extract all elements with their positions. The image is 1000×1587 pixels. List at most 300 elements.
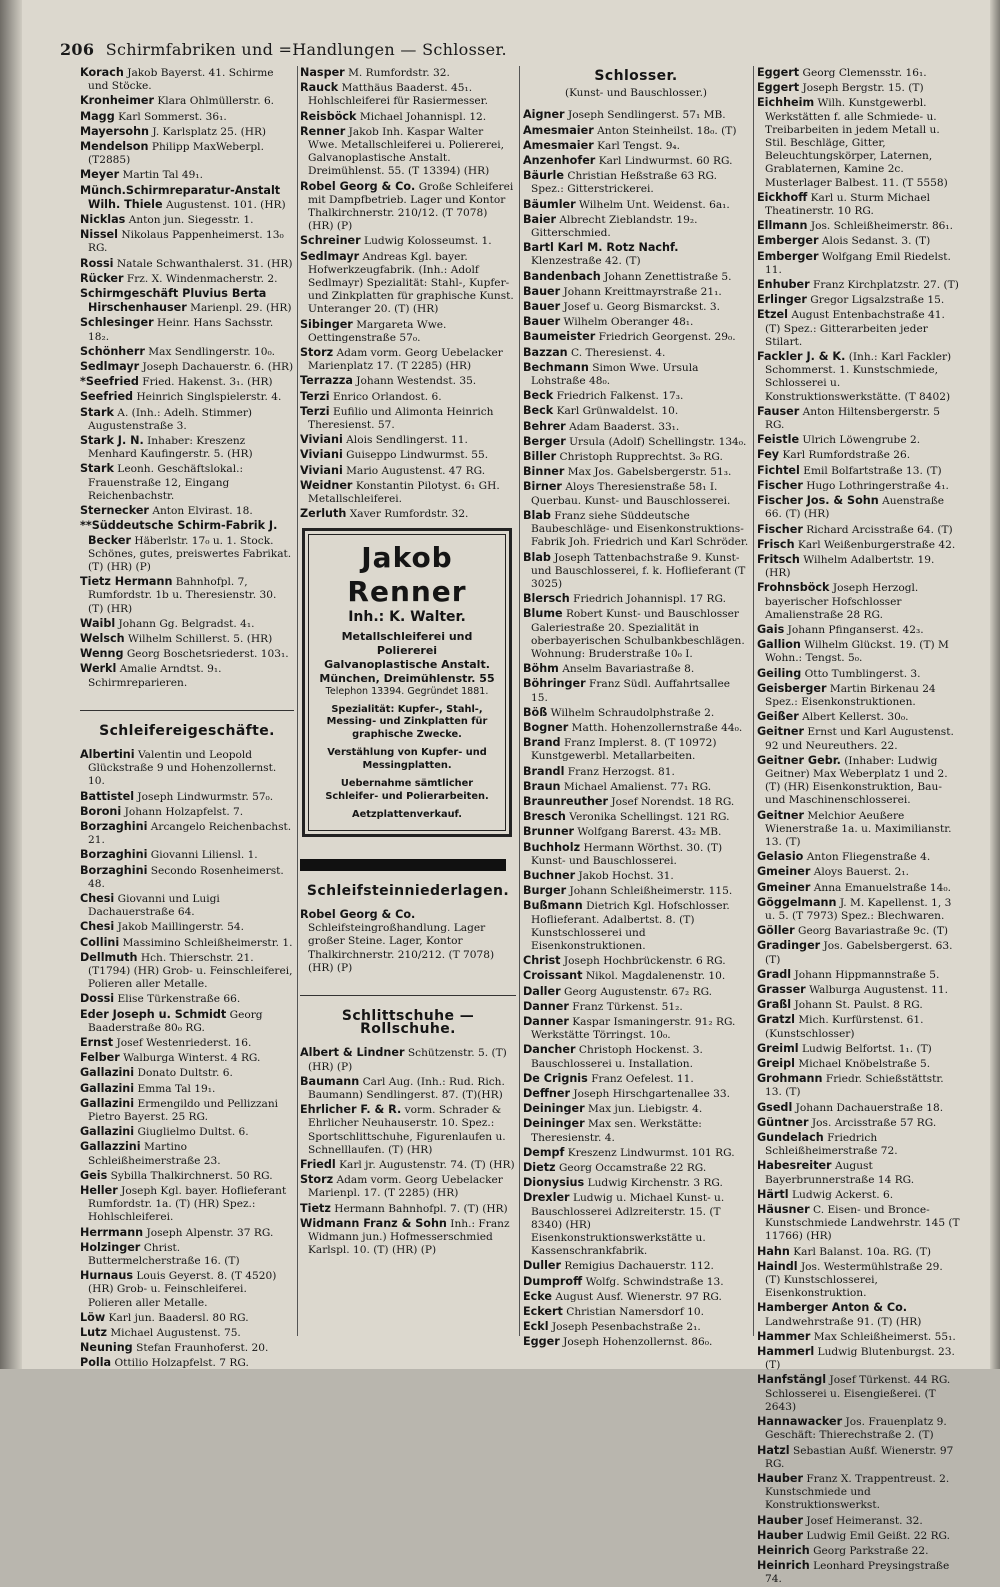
list-item	[80, 1241, 294, 1268]
entry-name: Hanfstängl	[757, 1373, 827, 1387]
entry-name: Danner	[523, 999, 569, 1013]
entry-details: Anton Elvirast. 18.	[152, 505, 253, 518]
list-item	[80, 316, 294, 343]
list-item	[757, 538, 961, 552]
entry-details: Klenzestraße 42. (T)	[531, 255, 641, 268]
list-item	[80, 504, 294, 518]
entry-name: Bäumler	[523, 197, 576, 211]
list-item	[80, 632, 294, 646]
entry-details: Ursula (Adolf) Schellingstr. 134₀.	[569, 435, 747, 448]
entry-details: Philipp MaxWeberpl.(T2885)	[88, 141, 264, 167]
entry-name: Deininger	[523, 1102, 585, 1116]
entry-name: Brunner	[523, 825, 575, 839]
list-item	[757, 998, 961, 1012]
list-item	[757, 1072, 961, 1099]
list-item	[757, 682, 961, 709]
entry-name: Gundelach	[757, 1131, 824, 1145]
entry-details: Wilhelm Oberanger 48₁.	[563, 316, 694, 329]
entry-name: Geiling	[757, 666, 802, 680]
entry-name: Dempf	[523, 1145, 565, 1159]
entry-details: Sebastian Außf. Wienerstr. 97 RG.	[765, 1444, 954, 1470]
entry-name: Gais	[757, 622, 785, 636]
entry-name: Buchholz	[523, 840, 581, 854]
entry-name: Friedl	[300, 1157, 336, 1171]
entry-name: Christ	[523, 954, 561, 968]
entry-details: Leonhard Preysingstraße 74.	[765, 1560, 950, 1586]
entry-name: Ehrlicher F. & R.	[300, 1103, 402, 1117]
list-item	[757, 1415, 961, 1442]
list-item	[523, 795, 749, 809]
list-item	[757, 939, 961, 966]
entry-name: Bäurle	[523, 169, 564, 183]
list-item	[80, 1036, 294, 1050]
list-item	[300, 346, 516, 373]
entry-details: Martino Schleißheimerstraße 23.	[88, 1141, 221, 1167]
list-item	[80, 575, 294, 616]
entry-name: Göggelmann	[757, 895, 837, 909]
entry-name: Heinrich	[757, 1559, 810, 1573]
entry-details: Secondo Rosenheimerst. 48.	[88, 864, 284, 890]
entry-name: Zerluth	[300, 507, 347, 521]
list-item	[757, 1101, 961, 1115]
entry-details: Wolfgang Emil Riedelst. 11.	[765, 250, 951, 276]
list-item	[523, 899, 749, 953]
list-item	[523, 361, 749, 388]
black-divider-bar	[300, 859, 506, 871]
entry-details: Georg Baaderstraße 80₀ RG.	[88, 1008, 263, 1034]
list-item	[80, 462, 294, 503]
list-item	[757, 1330, 961, 1344]
entry-name: Geisberger	[757, 681, 827, 695]
ad-phone: Telephon 13394. Gegründet 1881.	[325, 685, 489, 697]
entry-details: Andreas Kgl. bayer. Hofwerkzeugfabrik. (Inh.: Adolf Sedlmayr) Spezialität: Stahl-, Kupfer- und Zinkplatten für graphische Kunst. Unteranger 20. (T) (HR)	[308, 250, 514, 316]
list-item	[523, 677, 749, 704]
list-item	[523, 346, 749, 360]
entry-name: Ecke	[523, 1289, 553, 1303]
entry-details: Marienpl. 29. (HR)	[190, 302, 292, 315]
entry-name: Albert & Lindner	[300, 1046, 405, 1060]
entry-details: Karl jun. Baadersl. 80 RG.	[108, 1311, 249, 1324]
list-item	[523, 1000, 749, 1014]
entry-name: Albertini	[80, 747, 135, 761]
entry-details: Joseph Dachauerstr. 6. (HR)	[142, 361, 294, 374]
list-item	[523, 124, 749, 138]
list-item	[80, 647, 294, 661]
entry-name: Stark	[80, 405, 114, 419]
list-item	[523, 662, 749, 676]
entry-name: Heinrich	[757, 1543, 810, 1557]
entry-details: Eufilio und Alimonta Heinrich Theresienst. 57.	[308, 405, 494, 432]
list-item	[523, 1290, 749, 1304]
entry-name: Feistle	[757, 433, 800, 447]
list-item	[523, 139, 749, 153]
list-item	[80, 1269, 294, 1310]
list-item	[300, 1103, 516, 1157]
entry-name: Nasper	[300, 66, 345, 79]
list-item	[80, 805, 294, 819]
entry-name: Geißer	[757, 710, 799, 724]
entry-details: Jakob Bayerst. 41. Schirme und Stöcke.	[88, 67, 274, 93]
list-item	[757, 581, 961, 622]
entry-name: Gallion	[757, 638, 801, 652]
entry-details: (Inhaber: Ludwig Geitner) Max Weberplatz 1 und 2. (T) (HR) Eisenkonstruktion, Bau- und Maschinenschlosserei.	[765, 754, 948, 807]
entry-details: Anselm Bavariastraße 8.	[562, 663, 695, 676]
list-item	[757, 308, 961, 349]
entry-name: Eckert	[523, 1305, 563, 1319]
list-item	[523, 465, 749, 479]
entry-details: Wilhelm Glückst. 19. (T) M Wohn.: Tengst. 5₀.	[765, 639, 949, 665]
list-item	[757, 1203, 961, 1244]
entry-details: Johann Dachauerstraße 18.	[795, 1101, 944, 1114]
entry-details: M. Rumfordstr. 32.	[348, 67, 450, 79]
entry-name: Frohnsböck	[757, 581, 830, 595]
entry-name: Chesi	[80, 891, 115, 905]
entry-list	[300, 66, 516, 522]
entry-details: Matth. Hohenzollernstraße 44₀.	[571, 721, 743, 734]
entry-details: Johann Gg. Belgradst. 4₁.	[118, 617, 255, 630]
list-item	[757, 81, 961, 95]
entry-name: Hatzl	[757, 1443, 790, 1457]
page-title: Schirmfabriken und =Handlungen — Schlosser.	[105, 40, 507, 59]
entry-details: Große Schleiferei mit Dampfbetrieb. Lager und Kontor Thalkirchnerstr. 210/12. (T 7078) (HR) (P)	[308, 180, 514, 233]
entry-name: Battistel	[80, 789, 135, 803]
entry-name: Fackler J. & K.	[757, 350, 846, 364]
entry-details: Jos. Arcisstraße 57 RG.	[811, 1116, 937, 1129]
entry-details: Michael Augustenst. 75.	[110, 1327, 241, 1340]
entry-details: Adam vorm. Georg Uebelacker Marienplatz 17. (T 2285) (HR)	[308, 347, 503, 373]
entry-details: Joseph Alpenstr. 37 RG.	[146, 1226, 274, 1239]
list-item	[80, 345, 294, 359]
entry-name: Eichheim	[757, 96, 815, 110]
entry-name: Emberger	[757, 234, 819, 248]
entry-name: Beck	[523, 404, 554, 418]
entry-details: Josef Norendst. 18 RG.	[611, 795, 735, 808]
list-item	[80, 1226, 294, 1240]
entry-name: Baumann	[300, 1074, 360, 1088]
entry-name: Fischer	[757, 522, 803, 536]
page-edge	[990, 0, 1000, 1369]
entry-details: Carl Aug. (Inh.: Rud. Rich. Baumann) Sendlingerst. 87. (T)(HR)	[308, 1075, 505, 1101]
entry-details: Friedrich Johannispl. 17 RG.	[573, 593, 726, 606]
list-item	[80, 390, 294, 404]
entry-details: Remigius Dachauerstr. 112.	[564, 1260, 714, 1273]
entry-details: Johann St. Paulst. 8 RG.	[794, 999, 923, 1012]
list-item	[757, 1472, 961, 1513]
entry-name: Amesmaier	[523, 138, 594, 152]
list-item	[523, 213, 749, 240]
list-item	[80, 748, 294, 789]
list-item	[523, 985, 749, 999]
list-item	[80, 920, 294, 934]
list-item	[523, 969, 749, 983]
entry-details: Melchior Aeußere Wienerstraße 1a. u. Maximilianstr. 13. (T)	[765, 809, 952, 848]
entry-name: Hammer	[757, 1329, 811, 1343]
entry-name: Neuning	[80, 1341, 133, 1355]
list-item	[300, 433, 516, 447]
list-item	[757, 219, 961, 233]
list-item	[80, 66, 294, 93]
entry-name: Dellmuth	[80, 950, 138, 964]
list-item	[80, 1356, 294, 1370]
entry-name: Lutz	[80, 1326, 107, 1340]
list-item	[523, 285, 749, 299]
list-item	[80, 110, 294, 124]
entry-name: Dumproff	[523, 1274, 583, 1288]
ad-address: München, Dreimühlenstr. 55	[319, 671, 495, 685]
entry-name: Korach	[80, 66, 124, 79]
entry-details: Friedrich Falkenst. 17₃.	[556, 390, 684, 403]
entry-details: Anton Hiltensbergerstr. 5 RG.	[765, 405, 941, 432]
list-item	[80, 434, 294, 461]
entry-details: Walburga Augustenst. 11.	[809, 984, 949, 996]
column-4	[757, 66, 961, 1586]
column-rule	[753, 66, 754, 1336]
entry-name: Buchner	[523, 868, 576, 882]
entry-name: Eder Joseph u. Schmidt	[80, 1007, 227, 1021]
entry-details: Jakob Maillingerstr. 54.	[117, 921, 244, 934]
list-item	[757, 293, 961, 307]
entry-details: Massimino Schleißheimerstr. 1.	[122, 936, 293, 949]
list-item	[757, 523, 961, 537]
list-item	[300, 507, 516, 521]
list-item	[523, 198, 749, 212]
list-item	[523, 241, 749, 268]
entry-name: Greiml	[757, 1041, 799, 1055]
entry-name: Hurnaus	[80, 1269, 133, 1283]
entry-name: Collini	[80, 935, 120, 949]
entry-details: Johann Zenettistraße 5.	[604, 270, 732, 283]
list-item	[757, 234, 961, 248]
list-item	[300, 464, 516, 478]
column-1	[80, 66, 294, 1370]
entry-details: Heinrich Singlspielerstr. 4.	[136, 391, 282, 404]
list-item	[300, 374, 516, 388]
entry-details: Josef Heimeranst. 32.	[806, 1514, 923, 1527]
entry-name: Tietz	[300, 1201, 331, 1215]
entry-name: Terrazza	[300, 374, 353, 388]
entry-details: Amalie Arndtst. 9₁. Schirmreparieren.	[88, 663, 222, 689]
entry-details: Inh.: Franz Widmann jun.) Hofmesserschmied Karlspl. 10. (T) (HR) (P)	[308, 1217, 510, 1257]
list-item	[523, 736, 749, 763]
entry-name: Blab	[523, 550, 551, 564]
entry-name: Gallazini	[80, 1066, 135, 1080]
list-item	[80, 892, 294, 919]
entry-details: Emma Tal 19₁.	[137, 1082, 216, 1095]
ad-line: Metallschleiferei und Poliererei	[341, 629, 473, 657]
section-subheading: (Kunst- und Bauschlosser.)	[564, 87, 708, 100]
entry-name: Welsch	[80, 631, 125, 645]
entry-details: Wolfg. Schwindstraße 13.	[585, 1275, 724, 1288]
list-item	[757, 1559, 961, 1586]
entry-name: Grohmann	[757, 1072, 823, 1086]
list-item	[300, 1202, 516, 1216]
entry-details: Michael Johannispl. 12.	[359, 110, 487, 123]
entry-name: Tietz Hermann	[80, 575, 173, 589]
entry-details: Aloys Theresienstraße 58₁ I. Querbau. Kunst- und Bauschlosserei.	[531, 481, 731, 507]
entry-name: Heller	[80, 1184, 118, 1198]
list-item	[80, 168, 294, 182]
entry-name: Eckl	[523, 1320, 549, 1334]
entry-details: Joseph Kgl. bayer. Hoflieferant Rumfordstr. 1a. (T) (HR) Spez.: Hohlschleiferei.	[88, 1185, 287, 1224]
list-item	[757, 623, 961, 637]
entry-name: Hauber	[757, 1471, 803, 1485]
entry-name: Hamberger Anton & Co.	[757, 1301, 908, 1315]
entry-details: Guiseppo Lindwurmst. 55.	[346, 449, 489, 462]
entry-details: Leonh. Geschäftslokal.: Frauenstraße 12, Eingang Reichenbachstr.	[88, 463, 244, 502]
section-heading: Schlosser.	[594, 68, 678, 84]
entry-details: Jakob Hochst. 31.	[578, 869, 674, 882]
entry-details: Ludwig Kirchenstr. 3 RG.	[587, 1177, 723, 1190]
list-item	[757, 1131, 961, 1158]
list-item	[523, 954, 749, 968]
list-item	[757, 1514, 961, 1528]
entry-name: Rücker	[80, 271, 124, 285]
list-item	[757, 1373, 961, 1414]
list-item	[757, 667, 961, 681]
ad-spec: Verstählung von Kupfer- und Messingplatten.	[327, 747, 487, 771]
entry-name: Storz	[300, 346, 334, 360]
entry-details: Joseph Tattenbachstraße 9. Kunst- und Bauschlosserei, f. k. Hoflieferant (T 3025)	[531, 551, 746, 590]
book-spine	[0, 0, 22, 1369]
entry-details: Karl Lindwurmst. 60 RG.	[598, 155, 733, 168]
list-item	[523, 592, 749, 606]
entry-details: Josef Westenriederst. 16.	[116, 1037, 252, 1049]
entry-details: Valentin und Leopold Glückstraße 9 und Hohenzollernst. 10.	[88, 748, 277, 788]
entry-details: Franz Türkenst. 51₂.	[572, 1000, 683, 1013]
entry-details: C. Eisen- und Bronce-Kunstschmiede Landwehrstr. 145 (T 11766) (HR)	[765, 1204, 960, 1243]
list-item	[757, 983, 961, 997]
entry-name: Dancher	[523, 1043, 576, 1057]
list-item	[757, 1444, 961, 1471]
entry-details: Xaver Rumfordstr. 32.	[349, 508, 469, 521]
list-item	[757, 191, 961, 218]
ad-spec: Spezialität: Kupfer-, Stahl-, Messing- und Zinkplatten für graphische Zwecke.	[326, 703, 488, 740]
list-item	[300, 234, 516, 248]
list-item	[300, 1046, 516, 1073]
entry-name: Werkl	[80, 662, 117, 676]
entry-details: J. Karlsplatz 25. (HR)	[152, 125, 267, 138]
entry-name: Schönherr	[80, 344, 145, 358]
entry-details: Joseph Hirschgartenallee 33.	[573, 1088, 730, 1101]
list-item	[300, 1075, 516, 1102]
list-item	[523, 330, 749, 344]
list-item	[523, 389, 749, 403]
entry-details: Ludwig u. Michael Kunst- u. Bauschlosserei Adlzreiterstr. 15. (T 8340) (HR) Eisenkonstruktionswerkstätte u. Kassenschrankfabrik.	[531, 1192, 725, 1258]
list-item	[523, 1087, 749, 1101]
entry-name: Etzel	[757, 308, 788, 322]
entry-details: Franz Herzogst. 81.	[567, 765, 675, 778]
entry-name: Chesi	[80, 920, 115, 934]
ad-spec: Aetzplattenverkauf.	[352, 809, 462, 821]
entry-name: Terzi	[300, 389, 330, 403]
entry-name: Bauer	[523, 315, 561, 329]
entry-details: Christoph Rupprechtst. 3₀ RG.	[559, 451, 723, 464]
list-item	[523, 420, 749, 434]
list-item	[300, 250, 516, 317]
entry-name: Bauer	[523, 284, 561, 298]
list-item	[80, 94, 294, 108]
entry-name: Löw	[80, 1310, 106, 1324]
list-item	[523, 1043, 749, 1070]
list-item	[80, 1066, 294, 1080]
entry-details: Anna Emanuelstraße 14₀.	[813, 881, 951, 894]
list-item	[80, 406, 294, 433]
entry-name: Binner	[523, 465, 565, 479]
entry-name: Bresch	[523, 810, 566, 824]
list-item	[757, 96, 961, 189]
entry-details: August Bayerbrunnerstraße 14 RG.	[765, 1160, 915, 1186]
entry-details: Jos. Schleißheimerstr. 86₁.	[810, 220, 954, 233]
entry-details: Hermann Bahnhofpl. 7. (T) (HR)	[334, 1202, 508, 1215]
entry-name: Sedlmayr	[300, 249, 360, 263]
list-item	[757, 433, 961, 447]
entry-name: Sternecker	[80, 504, 149, 518]
list-item	[80, 375, 294, 389]
entry-name: Fritsch	[757, 552, 800, 566]
entry-name: Böhringer	[523, 677, 586, 691]
list-item	[523, 884, 749, 898]
list-item	[757, 405, 961, 432]
entry-details: Wolfgang Barerst. 43₂ MB.	[577, 826, 722, 839]
entry-name: Borzaghini	[80, 863, 148, 877]
list-item	[757, 1345, 961, 1372]
entry-name: Gallazini	[80, 1125, 135, 1139]
entry-details: Margareta Wwe. Oettingenstraße 57₀.	[308, 318, 447, 344]
entry-name: Burger	[523, 884, 567, 898]
list-item	[80, 1169, 294, 1183]
entry-details: Schleifsteingroßhandlung. Lager großer Steine. Lager, Kontor Thalkirchnerstr. 210/212. (T 7078) (HR) (P)	[308, 922, 495, 974]
entry-name: Egger	[523, 1335, 560, 1349]
entry-name: Eggert	[757, 66, 800, 79]
list-item	[757, 1116, 961, 1130]
list-item	[80, 257, 294, 271]
entry-name: Beck	[523, 389, 554, 403]
entry-name: Gradl	[757, 967, 792, 981]
list-item	[80, 790, 294, 804]
page-number: 206	[60, 40, 95, 59]
list-item	[523, 825, 749, 839]
entry-details: Nikolaus Pappenheimerst. 13₀ RG.	[88, 229, 284, 255]
entry-name: Böß	[523, 705, 548, 719]
entry-details: Walburga Winterst. 4 RG.	[123, 1052, 261, 1065]
entry-details: Franz X. Trappentreust. 2. Kunstschmiede und Konstruktionswerkst.	[765, 1472, 950, 1512]
entry-name: Deininger	[523, 1117, 585, 1131]
entry-name: Renner	[300, 124, 346, 138]
entry-details: Alois Sendlingerst. 11.	[346, 434, 468, 447]
entry-details: Ermengildo und Pellizzani Pietro Bayerst. 25 RG.	[88, 1097, 279, 1124]
entry-name: Duller	[523, 1259, 562, 1273]
entry-details: Karl Tengst. 9₄.	[597, 139, 681, 152]
entry-name: Terzi	[300, 404, 330, 418]
list-item	[757, 479, 961, 493]
section-heading: Schleifereigeschäfte.	[99, 722, 275, 739]
list-item	[523, 1176, 749, 1190]
entry-details: Emil Bolfartstraße 13. (T)	[803, 464, 942, 477]
entry-name: Geitner	[757, 808, 805, 822]
list-item	[757, 881, 961, 895]
entry-details: Josef u. Georg Bismarckst. 3.	[563, 301, 720, 314]
entry-name: Blume	[523, 607, 563, 621]
entry-name: Viviani	[300, 448, 343, 462]
list-item	[757, 968, 961, 982]
entry-name: Gallazini	[80, 1081, 135, 1095]
ad-line: Galvanoplastische Anstalt.	[324, 657, 490, 671]
entry-details: Heinr. Hans Sachsstr. 18₂.	[88, 317, 274, 343]
entry-name: Anzenhofer	[523, 154, 596, 168]
entry-details: Jakob Inh. Kaspar Walter Wwe. Metallschleiferei u. Poliererei, Galvanoplastische Anstalt. Dreimühlenst. 55. (T 13394) (HR)	[308, 125, 505, 178]
entry-name: Felber	[80, 1051, 120, 1065]
entry-details: Johann Westendst. 35.	[356, 375, 477, 388]
